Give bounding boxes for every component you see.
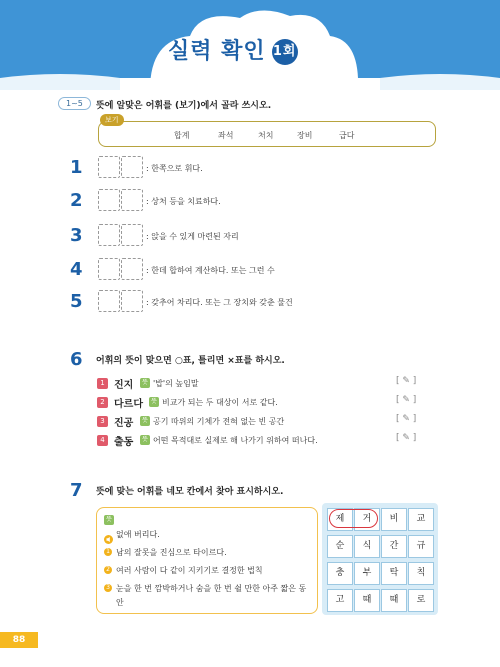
definition: : 앉을 수 있게 마련된 자리 (146, 232, 239, 241)
speaker-icon (104, 529, 113, 548)
item-meaning: 비교가 되는 두 대상이 서로 같다. (162, 398, 278, 407)
item-number: 2 (97, 397, 108, 408)
title-text: 실력 확인 (168, 39, 266, 64)
grid-cell[interactable]: 때 (381, 589, 407, 612)
grid-cell[interactable]: 때 (354, 589, 380, 612)
section7-instruction: 뜻에 맞는 어휘를 네모 칸에서 찾아 표시하시오. (96, 487, 284, 497)
item-meaning: 공기 따위의 기체가 전혀 없는 빈 공간 (153, 417, 285, 426)
grid-cell[interactable]: 거 (354, 508, 380, 531)
answer-box[interactable] (98, 224, 120, 246)
meaning-chip: 뜻 (104, 515, 114, 525)
grid-cell[interactable]: 칙 (408, 562, 434, 585)
round-badge: 1회 (272, 39, 298, 65)
grid-cell[interactable]: 비 (381, 508, 407, 531)
item-meaning: '밥'의 높임말 (153, 379, 199, 388)
item-number: 1 (97, 378, 108, 389)
answer-box[interactable] (121, 189, 143, 211)
grid-cell[interactable]: 규 (408, 535, 434, 558)
answer-bracket[interactable]: [ ✎ ] (396, 414, 417, 424)
item-meaning: 어떤 목적대로 실제로 해 나가기 위하여 떠나다. (153, 436, 318, 445)
question-number: 5 (70, 291, 83, 312)
grid-cell[interactable]: 제 (327, 508, 353, 531)
meaning-chip: 뜻 (140, 416, 150, 426)
answer-box[interactable] (121, 156, 143, 178)
clue-box (96, 507, 318, 614)
question-number: 1 (70, 157, 83, 178)
answer-box[interactable] (98, 258, 120, 280)
answer-box[interactable] (121, 290, 143, 312)
definition: : 한쪽으로 휘다. (146, 164, 203, 173)
grid-cell[interactable]: 식 (354, 535, 380, 558)
clue-number: 2 (104, 566, 112, 574)
item-word: 진공 (114, 418, 134, 429)
clue-number: 3 (104, 584, 112, 592)
definition: : 한데 합하여 계산하다. 또는 그런 수 (146, 266, 275, 275)
answer-bracket[interactable]: [ ✎ ] (396, 395, 417, 405)
answer-box[interactable] (121, 224, 143, 246)
item-number: 3 (97, 416, 108, 427)
question-number: 3 (70, 225, 83, 246)
item-word: 출동 (114, 437, 134, 448)
clue-text: 여러 사람이 다 같이 지키기로 결정한 법칙 (116, 566, 263, 575)
answer-bracket[interactable]: [ ✎ ] (396, 433, 417, 443)
bogi-word: 좌석 (218, 131, 234, 140)
grid-cell[interactable]: 교 (408, 508, 434, 531)
definition: : 상처 등을 치료하다. (146, 197, 221, 206)
item-number: 4 (97, 435, 108, 446)
page-title (168, 34, 298, 65)
grid-cell[interactable]: 간 (381, 535, 407, 558)
answer-box[interactable] (98, 189, 120, 211)
answer-box[interactable] (121, 258, 143, 280)
grid-cell[interactable]: 순 (327, 535, 353, 558)
bogi-word: 장비 (297, 131, 313, 140)
question-number: 6 (70, 349, 83, 370)
clue-text-continued: 안 (116, 598, 124, 607)
question-range-tag: 1~5 (58, 97, 91, 110)
question-number: 2 (70, 190, 83, 211)
bogi-word: 처치 (258, 131, 274, 140)
grid-cell[interactable]: 충 (327, 562, 353, 585)
bogi-word: 합계 (174, 131, 190, 140)
item-word: 진지 (114, 380, 134, 391)
section6-instruction: 어휘의 뜻이 맞으면 ○표, 틀리면 ×표를 하시오. (96, 356, 285, 366)
answer-box[interactable] (98, 156, 120, 178)
answer-bracket[interactable]: [ ✎ ] (396, 376, 417, 386)
clue-text: 남의 잘못을 진심으로 타이르다. (116, 548, 227, 557)
clue-example: 없애 버리다. (116, 530, 160, 539)
grid-cell[interactable]: 고 (327, 589, 353, 612)
definition: : 갖추어 차리다. 또는 그 장치와 갖춘 물건 (146, 298, 293, 307)
bogi-word: 급다 (339, 131, 355, 140)
grid-cell[interactable]: 탁 (381, 562, 407, 585)
clue-number: 1 (104, 548, 112, 556)
answer-box[interactable] (98, 290, 120, 312)
meaning-chip: 뜻 (140, 378, 150, 388)
bogi-label: 보기 (100, 114, 124, 126)
question-number: 7 (70, 480, 83, 501)
example-answer-circle (329, 509, 378, 528)
section1-instruction: 뜻에 알맞은 어휘를 (보기)에서 골라 쓰시오. (96, 101, 272, 111)
meaning-chip: 뜻 (140, 435, 150, 445)
grid-cell[interactable]: 부 (354, 562, 380, 585)
meaning-chip: 뜻 (149, 397, 159, 407)
grid-cell[interactable]: 로 (408, 589, 434, 612)
page-number: 88 (0, 632, 38, 648)
item-word: 다르다 (114, 399, 143, 410)
question-number: 4 (70, 259, 83, 280)
clue-text: 눈을 한 번 깜박하거나 숨을 한 번 쉴 만한 아주 짧은 동 (116, 584, 307, 593)
